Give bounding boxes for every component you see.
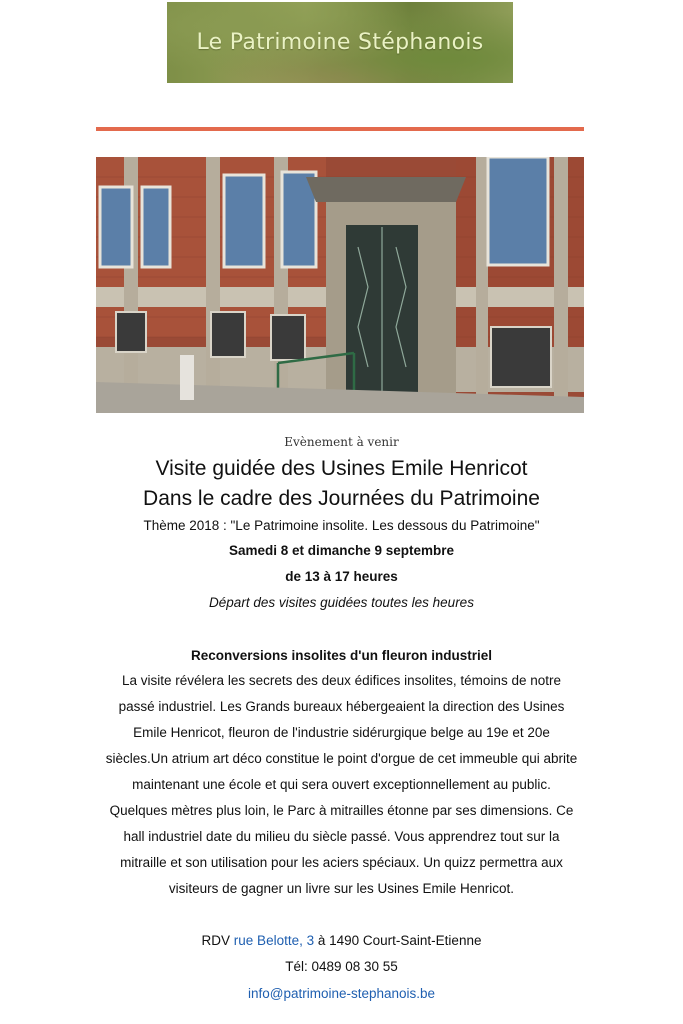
site-banner-logo[interactable] — [167, 2, 513, 83]
article-line: hall industriel date du milieu du siècle passé. Vous apprendrez tout sur la — [123, 829, 560, 844]
divider-line — [96, 127, 584, 131]
article-heading: Reconversions insolites d'un fleuron industriel — [190, 648, 492, 663]
event-title-line1: Visite guidée des Usines Emile Henricot — [155, 457, 528, 480]
article-line: Emile Henricot, fleuron de l'industrie sidérurgique belge au 19e et 20e — [133, 725, 550, 740]
event-dates: Samedi 8 et dimanche 9 septembre — [228, 543, 455, 558]
article-line: Quelques mètres plus loin, le Parc à mitrailles étonne par ses dimensions. Ce — [109, 803, 574, 818]
event-departure: Départ des visites guidées toutes les heures — [209, 595, 474, 610]
address-link[interactable]: rue Belotte, 3 — [233, 933, 315, 948]
event-hours: de 13 à 17 heures — [285, 569, 398, 584]
rdv-suffix: à 1490 Court-Saint-Etienne — [314, 933, 482, 948]
event-kicker: Evènement à venir — [284, 435, 399, 449]
article-line: passé industriel. Les Grands bureaux hébergeaient la direction des Usines — [118, 699, 565, 714]
article-line: visiteurs de gagner un livre sur les Usines Emile Henricot. — [168, 881, 515, 896]
rdv-prefix: RDV — [201, 933, 234, 948]
article-line: La visite révélera les secrets des deux édifices insolites, témoins de notre — [122, 673, 561, 688]
telephone: Tél: 0489 08 30 55 — [285, 959, 398, 974]
article-line: siècles.Un atrium art déco constitue le point d'orgue de cet immeuble qui abrite — [105, 751, 578, 766]
article-line: mitraille et son utilisation pour les aciers spéciaux. Un quizz permettra aux — [120, 855, 563, 870]
building-photo — [96, 157, 584, 413]
article-line: maintenant une école et qui sera ouvert exceptionnellement au public. — [132, 777, 551, 792]
event-title-line2: Dans le cadre des Journées du Patrimoine — [143, 487, 540, 510]
rdv-address — [0, 933, 683, 948]
site-title: Le Patrimoine Stéphanois — [196, 30, 484, 55]
event-theme: Thème 2018 : "Le Patrimoine insolite. Les dessous du Patrimoine" — [143, 518, 540, 533]
email-link[interactable]: info@patrimoine-stephanois.be — [247, 986, 436, 1001]
